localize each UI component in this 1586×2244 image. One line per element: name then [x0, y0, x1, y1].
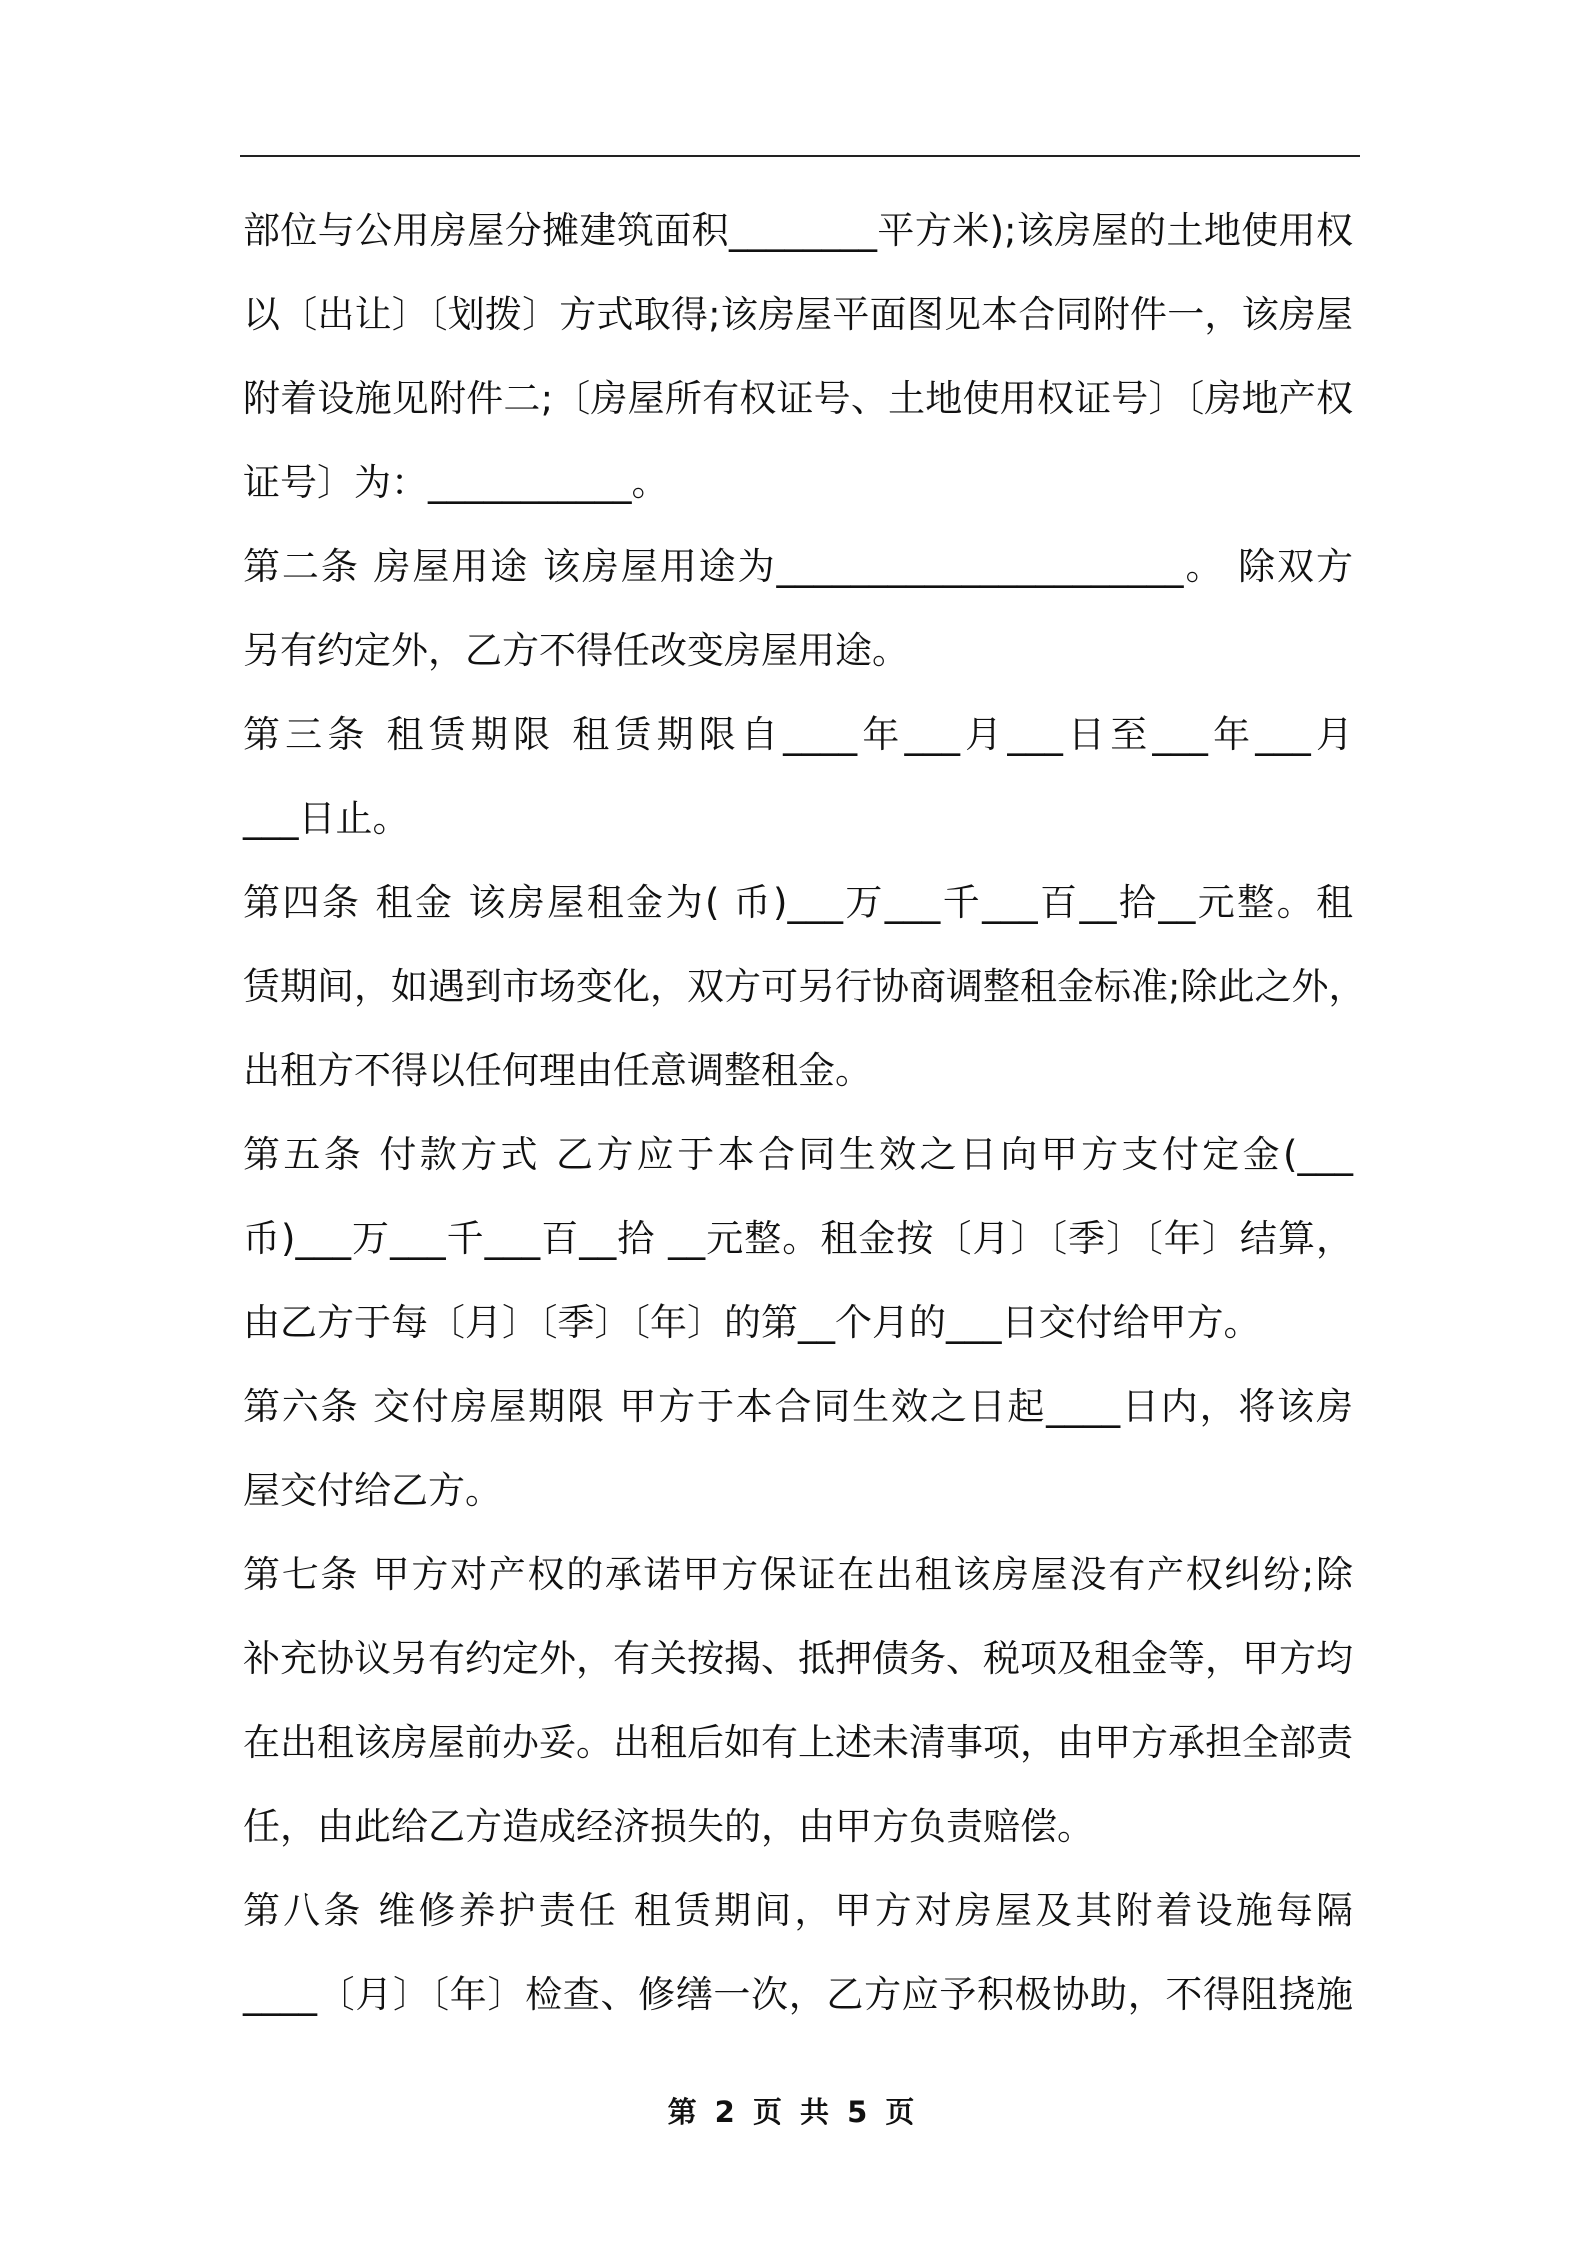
text-line: 币)___万___千___百__拾 __元整。租金按〔月〕〔季〕〔年〕结算，	[243, 1217, 1353, 1260]
text-line: 以〔出让〕〔划拨〕方式取得;该房屋平面图见本合同附件一，该房屋	[243, 293, 1353, 336]
text-line: 第七条 甲方对产权的承诺甲方保证在出租该房屋没有产权纠纷;除	[243, 1553, 1353, 1596]
text-line: ___日止。	[243, 797, 410, 840]
text-line: ____〔月〕〔年〕检查、修缮一次，乙方应予积极协助，不得阻挠施	[243, 1973, 1353, 2016]
text-line: 屋交付给乙方。	[243, 1469, 502, 1512]
text-line: 第八条 维修养护责任 租赁期间，甲方对房屋及其附着设施每隔	[243, 1889, 1353, 1932]
text-line: 由乙方于每〔月〕〔季〕〔年〕的第__个月的___日交付给甲方。	[243, 1301, 1261, 1344]
text-line: 附着设施见附件二;〔房屋所有权证号、土地使用权证号〕〔房地产权	[243, 377, 1353, 420]
text-line: 第六条 交付房屋期限 甲方于本合同生效之日起____日内，将该房	[243, 1385, 1353, 1428]
text-line: 证号〕为：___________。	[243, 461, 669, 504]
text-line: 补充协议另有约定外，有关按揭、抵押债务、税项及租金等，甲方均	[243, 1637, 1353, 1680]
header-rule	[240, 155, 1360, 157]
text-line: 第三条 租赁期限 租赁期限自____年___月___日至___年___月	[243, 713, 1353, 756]
text-line: 部位与公用房屋分摊建筑面积________平方米);该房屋的土地使用权	[243, 209, 1353, 252]
text-line: 赁期间，如遇到市场变化，双方可另行协商调整租金标准;除此之外，	[243, 965, 1366, 1008]
text-line: 第二条 房屋用途 该房屋用途为______________________。 除双方	[243, 545, 1353, 588]
text-line: 第五条 付款方式 乙方应于本合同生效之日向甲方支付定金(___	[243, 1133, 1353, 1176]
text-line: 第四条 租金 该房屋租金为( 币)___万___千___百__拾__元整。租	[243, 881, 1353, 924]
text-line: 任，由此给乙方造成经济损失的，由甲方负责赔偿。	[243, 1805, 1094, 1848]
text-line: 另有约定外，乙方不得任改变房屋用途。	[243, 629, 909, 672]
text-line: 出租方不得以任何理由任意调整租金。	[243, 1049, 872, 1092]
page-number-footer: 第 2 页 共 5 页	[667, 2095, 919, 2129]
text-line: 在出租该房屋前办妥。出租后如有上述未清事项，由甲方承担全部责	[243, 1721, 1353, 1764]
document-body	[243, 200, 1366, 2048]
